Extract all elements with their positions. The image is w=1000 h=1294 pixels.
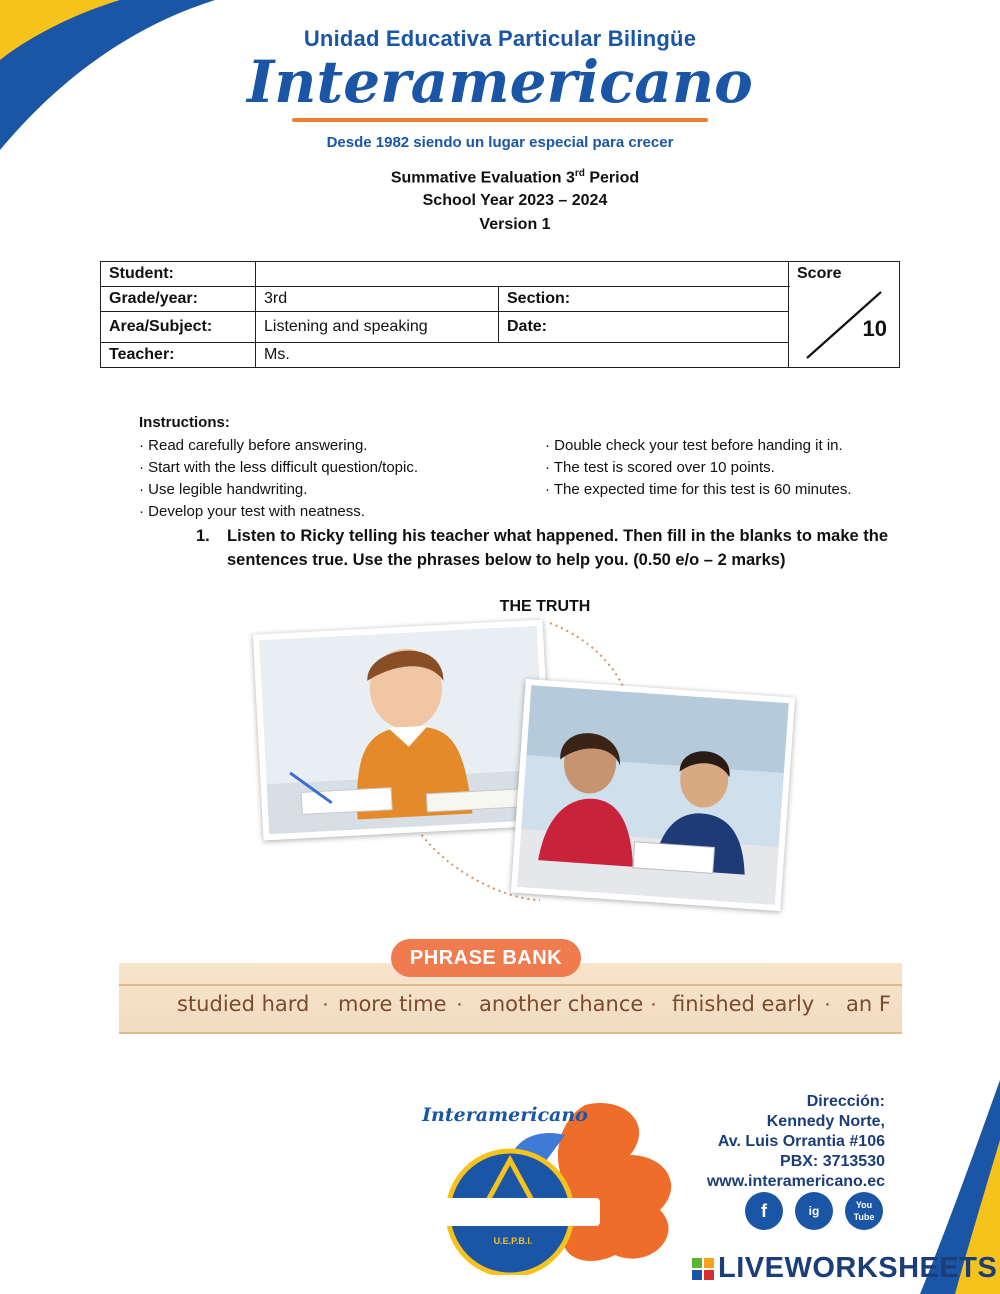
liveworksheets-icon <box>692 1258 714 1280</box>
student-label: Student: <box>101 262 256 287</box>
separator-dot: · <box>824 992 831 1015</box>
instruction-item: · The expected time for this test is 60 minutes. <box>545 481 852 498</box>
instruction-item: · Start with the less difficult question/topic. <box>139 459 419 476</box>
score-label: Score <box>797 265 842 282</box>
area-label: Area/Subject: <box>101 312 256 343</box>
phrase-item: more time <box>338 992 447 1016</box>
header-underline <box>292 118 708 122</box>
phrase-item: another chance <box>479 992 644 1016</box>
instruction-item: · Use legible handwriting. <box>139 481 308 498</box>
school-brand-logo: Interamericano <box>247 48 753 116</box>
question-number: 1. <box>196 527 210 545</box>
address-line: Av. Luis Orrantia #106 <box>717 1133 885 1150</box>
school-year: School Year 2023 – 2024 <box>422 192 608 209</box>
instructions-heading: Instructions: <box>139 414 230 431</box>
separator-dot: · <box>322 992 329 1015</box>
score-total: 10 <box>862 316 887 341</box>
question-1 <box>196 524 900 572</box>
question-text: Listen to Ricky telling his teacher what happened. Then fill in the blanks to make the sentences true. Use the phrases below to help you. (0.50 e/o – 2 marks) <box>227 527 889 569</box>
address-line: Dirección: <box>806 1093 885 1110</box>
school-address <box>707 1092 885 1192</box>
instruction-item: · Read carefully before answering. <box>139 437 368 454</box>
student-field[interactable] <box>256 262 789 287</box>
boy-writing-photo <box>253 620 553 841</box>
version-label: Version 1 <box>479 216 551 233</box>
facebook-icon[interactable]: f <box>745 1192 783 1230</box>
area-value[interactable]: Listening and speaking <box>256 312 499 343</box>
section-title: THE TRUTH <box>499 598 591 615</box>
website-link[interactable]: www.interamericano.ec <box>706 1173 885 1190</box>
school-slogan: Desde 1982 siendo un lugar especial para crecer <box>326 134 674 151</box>
instruction-item: · Double check your test before handing it in. <box>545 437 843 454</box>
separator-dot: · <box>456 992 463 1015</box>
phrase-item: studied hard <box>177 992 310 1016</box>
teacher-value[interactable]: Ms. <box>256 343 789 368</box>
instagram-icon[interactable]: ig <box>795 1192 833 1230</box>
youtube-icon[interactable]: You Tube <box>845 1192 883 1230</box>
school-name: Unidad Educativa Particular Bilingüe <box>303 26 697 51</box>
phrase-bank-label: PHRASE BANK <box>391 939 581 977</box>
instruction-item: · The test is scored over 10 points. <box>545 459 775 476</box>
teacher-student-photo <box>511 679 795 911</box>
phrase-item: finished early <box>672 992 815 1016</box>
boy-writing-illustration <box>253 620 553 841</box>
score-box <box>789 262 900 368</box>
classroom-illustration <box>511 679 795 911</box>
phrase-item: an F <box>846 992 891 1016</box>
section-label[interactable]: Section: <box>499 287 789 312</box>
date-label[interactable]: Date: <box>499 312 789 343</box>
grade-label: Grade/year: <box>101 287 256 312</box>
liveworksheets-watermark: LIVEWORKSHEETS <box>718 1252 998 1284</box>
address-line: PBX: 3713530 <box>780 1153 885 1170</box>
student-info-table <box>100 261 900 368</box>
crest-logo-subtext: U.E.P.B.I. <box>493 1236 533 1246</box>
evaluation-title: Summative Evaluation 3rd Period <box>390 168 640 187</box>
instruction-item: · Develop your test with neatness. <box>139 503 365 520</box>
address-line: Kennedy Norte, <box>766 1113 885 1130</box>
grade-value[interactable]: 3rd <box>256 287 499 312</box>
crest-logo-text: Interamericano <box>422 1104 588 1126</box>
separator-dot: · <box>650 992 657 1015</box>
teacher-label: Teacher: <box>101 343 256 368</box>
